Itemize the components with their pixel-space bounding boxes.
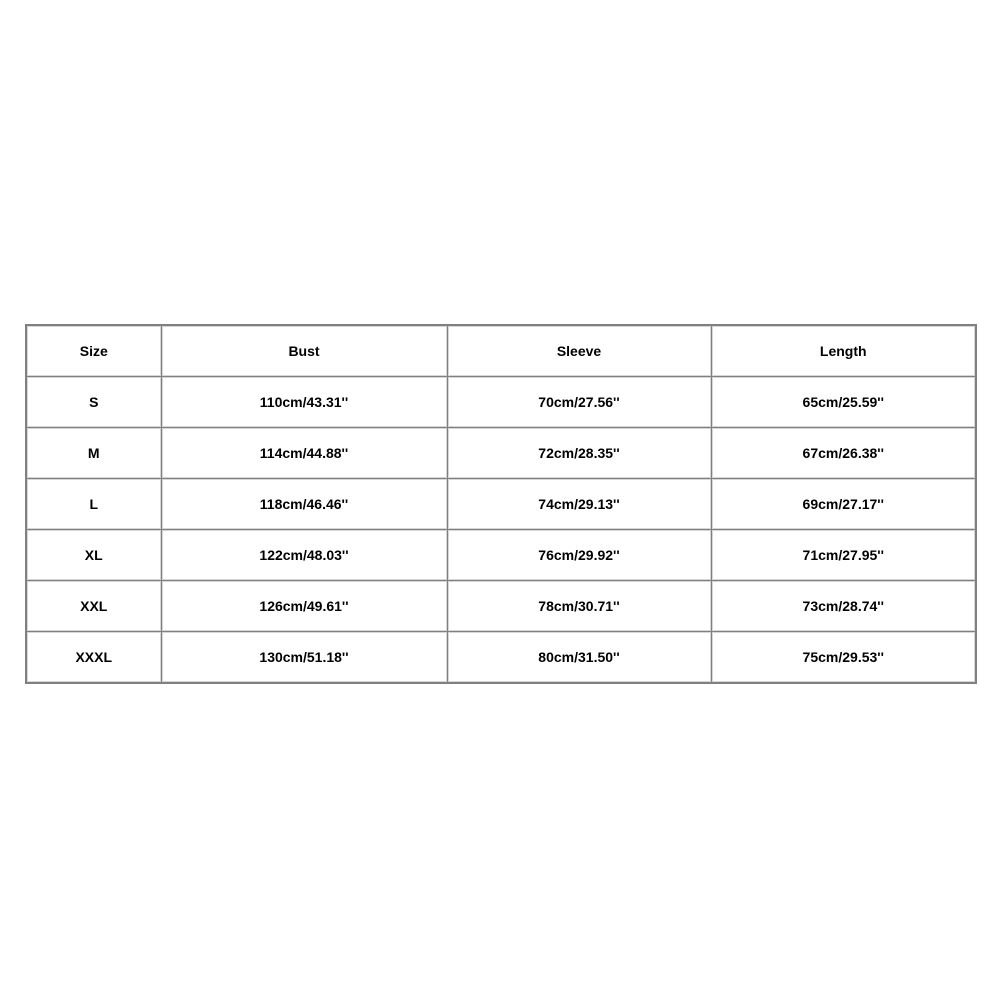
header-length: Length <box>711 325 976 377</box>
cell-bust: 114cm/44.88'' <box>161 428 447 479</box>
cell-size: S <box>26 377 161 428</box>
cell-bust: 130cm/51.18'' <box>161 632 447 684</box>
cell-bust: 110cm/43.31'' <box>161 377 447 428</box>
cell-length: 75cm/29.53'' <box>711 632 976 684</box>
cell-sleeve: 74cm/29.13'' <box>447 479 711 530</box>
cell-sleeve: 72cm/28.35'' <box>447 428 711 479</box>
table-row <box>26 377 976 428</box>
cell-bust: 122cm/48.03'' <box>161 530 447 581</box>
cell-size: XL <box>26 530 161 581</box>
size-chart-table <box>25 324 977 684</box>
cell-bust: 118cm/46.46'' <box>161 479 447 530</box>
table-row <box>26 530 976 581</box>
cell-length: 71cm/27.95'' <box>711 530 976 581</box>
table-row <box>26 581 976 632</box>
cell-length: 65cm/25.59'' <box>711 377 976 428</box>
cell-sleeve: 70cm/27.56'' <box>447 377 711 428</box>
table-header-row <box>26 325 976 377</box>
cell-length: 73cm/28.74'' <box>711 581 976 632</box>
cell-bust: 126cm/49.61'' <box>161 581 447 632</box>
header-sleeve: Sleeve <box>447 325 711 377</box>
cell-size: XXL <box>26 581 161 632</box>
header-bust: Bust <box>161 325 447 377</box>
header-size: Size <box>26 325 161 377</box>
table-row <box>26 632 976 684</box>
cell-size: XXXL <box>26 632 161 684</box>
table-row <box>26 479 976 530</box>
cell-size: L <box>26 479 161 530</box>
cell-sleeve: 78cm/30.71'' <box>447 581 711 632</box>
cell-sleeve: 76cm/29.92'' <box>447 530 711 581</box>
cell-sleeve: 80cm/31.50'' <box>447 632 711 684</box>
cell-size: M <box>26 428 161 479</box>
table-row <box>26 428 976 479</box>
cell-length: 67cm/26.38'' <box>711 428 976 479</box>
cell-length: 69cm/27.17'' <box>711 479 976 530</box>
